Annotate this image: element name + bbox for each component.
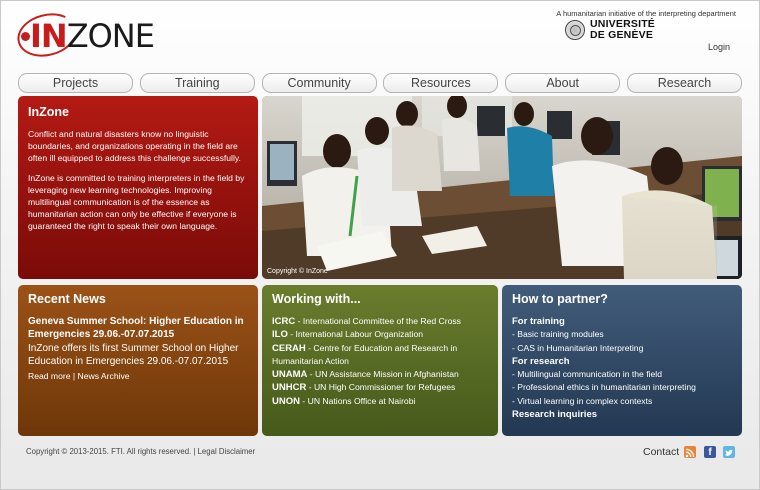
nav-about[interactable]: About <box>505 73 620 93</box>
nav-training[interactable]: Training <box>140 73 255 93</box>
org-abbr: UNAMA <box>272 369 308 381</box>
research-link[interactable]: - Professional ethics in humanitarian interpreting <box>512 382 696 393</box>
news-archive-link[interactable]: News Archive <box>77 371 130 381</box>
main-nav <box>18 73 742 93</box>
nav-projects[interactable]: Projects <box>18 73 133 93</box>
intro-paragraph-1: Conflict and natural disasters know no linguistic boundaries, and organizations operating in the field are often ill equipped to address this challenge successfully. <box>28 129 241 164</box>
unige-wordmark: UNIVERSITÉ DE GENÈVE <box>590 18 656 41</box>
contact-link[interactable]: Contact <box>643 446 680 458</box>
intro-title: InZone <box>28 105 69 119</box>
org-item[interactable] <box>272 368 488 381</box>
logo-wordmark: INZONE <box>30 17 154 55</box>
working-with-panel <box>262 285 498 436</box>
facebook-icon[interactable]: f <box>704 446 716 458</box>
read-more-link[interactable]: Read more <box>28 371 71 381</box>
research-link[interactable]: - Multilingual communication in the field <box>512 369 662 380</box>
unige-seal-icon <box>565 20 585 40</box>
intro-panel <box>18 96 258 279</box>
org-item[interactable] <box>272 395 488 408</box>
partner-title: How to partner? <box>512 292 608 306</box>
footer-separator: | <box>191 447 198 456</box>
org-abbr: CERAH <box>272 342 306 354</box>
footer-copyright <box>26 447 255 456</box>
news-separator: | <box>70 371 78 381</box>
org-item[interactable] <box>272 342 488 369</box>
org-abbr: ICRC <box>272 316 296 327</box>
inzone-logo[interactable] <box>17 12 154 58</box>
org-name: - UN Assistance Mission in Afghanistan <box>307 369 459 380</box>
org-name: - Centre for Education and Research in Humanitarian Action <box>272 342 458 366</box>
training-link[interactable]: - CAS in Humanitarian Interpreting <box>512 342 644 353</box>
copyright-text: Copyright © 2013-2015. FTI. All rights reserved. <box>26 447 192 456</box>
org-abbr: ILO <box>272 329 288 341</box>
org-name: - UN High Commissioner for Refugees <box>306 382 456 393</box>
photo-copyright: Copyright © InZone <box>267 268 328 275</box>
org-item[interactable] <box>272 328 488 341</box>
how-to-partner-panel <box>502 285 742 436</box>
news-body: InZone offers its first Summer School on Higher Education in Emergencies 29.06.-07.07.2015 <box>28 343 239 367</box>
nav-community[interactable]: Community <box>262 73 377 93</box>
org-abbr: UNON <box>272 395 300 407</box>
news-headline[interactable]: Geneva Summer School: Higher Education in Emergencies 29.06.-07.07.2015 <box>28 316 244 340</box>
rss-icon[interactable] <box>684 446 696 458</box>
news-links <box>28 371 248 381</box>
research-heading: For research <box>512 355 570 367</box>
org-name: - International Committee of the Red Cross <box>295 316 461 326</box>
recent-news-panel <box>18 285 258 436</box>
classroom-photo-illustration <box>262 96 742 279</box>
org-item[interactable] <box>272 381 488 394</box>
working-title: Working with... <box>272 292 361 306</box>
nav-resources[interactable]: Resources <box>383 73 498 93</box>
org-name: - UN Nations Office at Nairobi <box>299 395 416 406</box>
initiative-text: A humanitarian initiative of the interpreting department <box>556 9 736 18</box>
research-inquiries-link[interactable]: Research inquiries <box>512 409 598 421</box>
intro-paragraph-2: InZone is committed to training interpreters in the field by leveraging new learning technologies. Improving multilingual communication is of the essence as humanitarian action can only be effective if everyone is guaranteed the right to speak their own language. <box>28 172 245 232</box>
org-item[interactable] <box>272 315 488 328</box>
org-abbr: UNHCR <box>272 382 307 394</box>
nav-research[interactable]: Research <box>627 73 742 93</box>
research-link[interactable]: - Virtual learning in complex contexts <box>512 395 653 406</box>
training-link[interactable]: - Basic training modules <box>512 329 604 340</box>
legal-disclaimer-link[interactable]: Legal Disclaimer <box>197 447 256 456</box>
login-link[interactable]: Login <box>708 42 731 52</box>
training-heading: For training <box>512 316 565 327</box>
unige-logo[interactable] <box>565 19 655 41</box>
twitter-icon[interactable] <box>723 446 735 458</box>
logo-dot <box>21 32 30 41</box>
org-name: - International Labour Organization <box>287 329 424 340</box>
hero-photo <box>262 96 742 279</box>
news-title: Recent News <box>28 292 106 306</box>
